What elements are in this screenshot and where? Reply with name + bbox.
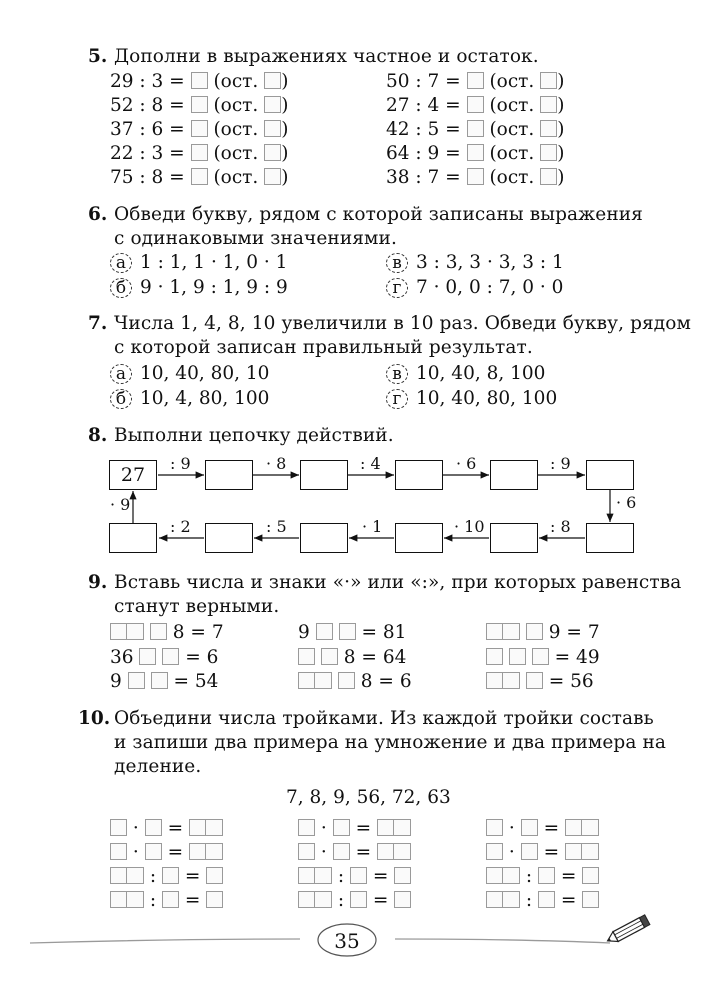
answer-box[interactable] — [206, 843, 223, 860]
expression-text: 27 : 4 = — [386, 95, 461, 116]
answer-box[interactable] — [151, 672, 168, 689]
answer-box[interactable] — [110, 891, 127, 908]
multiplication-example — [110, 818, 223, 839]
eq-text: 9 = 7 — [548, 622, 600, 643]
equals-sign: = — [167, 842, 184, 863]
answer-box[interactable] — [315, 867, 332, 884]
chain-op: : 2 — [170, 517, 191, 536]
answer-box[interactable] — [486, 648, 503, 665]
chain-box[interactable] — [300, 523, 348, 553]
chain-box[interactable] — [395, 460, 443, 490]
chain-op: : 5 — [266, 517, 287, 536]
answer-box[interactable] — [128, 672, 145, 689]
task-6-option-a[interactable] — [110, 252, 287, 273]
equals-sign: = — [543, 842, 560, 863]
chain-box[interactable] — [395, 523, 443, 553]
option-text: 7 · 0, 0 : 7, 0 · 0 — [416, 277, 564, 298]
equals-sign: = — [372, 890, 389, 911]
answer-box[interactable] — [521, 819, 538, 836]
task-6-text — [114, 203, 643, 251]
answer-box[interactable] — [298, 672, 315, 689]
division-example — [110, 866, 223, 887]
chain-start-box: 27 — [109, 460, 157, 490]
task-9-eq — [298, 622, 406, 643]
task-7-number: 7. — [88, 313, 108, 334]
expression-text: 29 : 3 = — [110, 71, 185, 92]
expression-text: 37 : 6 = — [110, 119, 185, 140]
answer-box[interactable] — [565, 819, 582, 836]
operator-sign: : — [525, 866, 533, 887]
answer-box[interactable] — [189, 819, 206, 836]
task-5-expression — [386, 143, 564, 164]
answer-box[interactable] — [486, 672, 503, 689]
task-6-line1: Обведи букву, рядом с которой записаны выражения — [114, 204, 643, 225]
task-10 — [78, 707, 708, 781]
option-letter-a[interactable]: а — [110, 364, 132, 384]
answer-box[interactable] — [298, 843, 315, 860]
answer-box[interactable] — [582, 891, 599, 908]
expression-text: 52 : 8 = — [110, 95, 185, 116]
remainder-close: ) — [281, 167, 289, 188]
task-5-expression — [386, 119, 564, 140]
eq-text: 8 = 64 — [343, 647, 407, 668]
answer-box[interactable] — [532, 648, 549, 665]
task-9-eq — [486, 647, 600, 668]
expression-text: 38 : 7 = — [386, 167, 461, 188]
task-6-option-g[interactable] — [386, 277, 563, 298]
operator-sign: · — [320, 818, 327, 839]
task-7-line1: Числа 1, 4, 8, 10 увеличили в 10 раз. Обведи букву, рядом — [114, 313, 692, 334]
answer-box[interactable] — [110, 843, 127, 860]
remainder-close: ) — [557, 71, 565, 92]
eq-text: = 49 — [554, 647, 600, 668]
answer-box[interactable] — [298, 648, 315, 665]
equals-sign: = — [543, 818, 560, 839]
answer-box[interactable] — [333, 819, 350, 836]
task-10-line3: деление. — [114, 756, 202, 777]
answer-box[interactable] — [350, 867, 367, 884]
operator-sign: · — [508, 818, 515, 839]
answer-box[interactable] — [521, 843, 538, 860]
task-5-expression — [386, 71, 564, 92]
task-5-expression — [110, 167, 288, 188]
answer-box[interactable] — [127, 867, 144, 884]
operator-sign: · — [320, 842, 327, 863]
operator-sign: : — [525, 890, 533, 911]
eq-text: = 56 — [548, 671, 594, 692]
task-5-expression — [110, 119, 288, 140]
answer-box[interactable] — [394, 867, 411, 884]
task-5-expression — [110, 71, 288, 92]
chain-op: · 8 — [266, 454, 287, 473]
answer-box[interactable] — [582, 819, 599, 836]
chain-box[interactable] — [300, 460, 348, 490]
remainder-box[interactable] — [264, 72, 281, 89]
remainder-box[interactable] — [264, 120, 281, 137]
remainder-box[interactable] — [264, 96, 281, 113]
chain-box[interactable] — [109, 523, 157, 553]
task-6-line2: с одинаковыми значениями. — [114, 228, 397, 249]
equals-sign: = — [184, 866, 201, 887]
eq-text: 9 — [110, 671, 122, 692]
expression-text: 50 : 7 = — [386, 71, 461, 92]
answer-box[interactable] — [315, 672, 332, 689]
answer-box[interactable] — [298, 867, 315, 884]
task-9-eq — [298, 647, 406, 668]
task-7-option-a[interactable] — [110, 363, 269, 384]
task-9-eq — [110, 647, 218, 668]
task-9-eq — [298, 671, 412, 692]
multiplication-example — [486, 842, 599, 863]
eq-text: 8 = 7 — [172, 622, 224, 643]
remainder-label: (ост. — [489, 167, 535, 188]
task-8-number: 8. — [88, 425, 108, 446]
equals-sign: = — [167, 818, 184, 839]
pencil-icon — [604, 912, 654, 948]
remainder-close: ) — [557, 143, 565, 164]
task-8-title: Выполни цепочку действий. — [114, 425, 394, 446]
answer-box[interactable] — [162, 891, 179, 908]
operator-sign: · — [132, 842, 139, 863]
quotient-box[interactable] — [191, 72, 208, 89]
answer-box[interactable] — [206, 891, 223, 908]
task-6-number: 6. — [88, 204, 108, 225]
remainder-label: (ост. — [213, 143, 259, 164]
page-number: 35 — [334, 929, 360, 953]
task-7-text — [114, 312, 691, 360]
eq-text: = 6 — [185, 647, 219, 668]
task-7-option-g[interactable] — [386, 388, 557, 409]
equals-sign: = — [184, 890, 201, 911]
expression-text: 64 : 9 = — [386, 143, 461, 164]
remainder-label: (ост. — [489, 119, 535, 140]
task-9-number: 9. — [88, 572, 108, 593]
task-7-option-b[interactable] — [110, 388, 269, 409]
multiplication-example — [298, 818, 411, 839]
answer-box[interactable] — [582, 843, 599, 860]
option-letter-v[interactable]: в — [386, 253, 408, 273]
option-letter-v[interactable]: в — [386, 364, 408, 384]
task-9-line1: Вставь числа и знаки «·» или «:», при которых равенства — [114, 572, 682, 593]
chain-op: · 10 — [454, 517, 485, 536]
answer-box[interactable] — [394, 891, 411, 908]
expression-text: 42 : 5 = — [386, 119, 461, 140]
division-example — [298, 890, 411, 911]
task-6 — [88, 203, 688, 253]
quotient-box[interactable] — [191, 144, 208, 161]
remainder-box[interactable] — [540, 72, 557, 89]
answer-box[interactable] — [110, 867, 127, 884]
equals-sign: = — [372, 866, 389, 887]
remainder-close: ) — [281, 95, 289, 116]
answer-box[interactable] — [338, 672, 355, 689]
answer-box[interactable] — [316, 623, 333, 640]
operator-sign: : — [337, 890, 345, 911]
expression-text: 22 : 3 = — [110, 143, 185, 164]
equals-sign: = — [560, 866, 577, 887]
division-example — [110, 890, 223, 911]
task-5-expression — [386, 95, 564, 116]
operator-sign: : — [337, 866, 345, 887]
answer-box[interactable] — [139, 648, 156, 665]
eq-text: 36 — [110, 647, 134, 668]
equals-sign: = — [355, 818, 372, 839]
answer-box[interactable] — [486, 623, 503, 640]
task-10-line1: Объедини числа тройками. Из каждой тройки составь — [114, 708, 654, 729]
remainder-close: ) — [557, 119, 565, 140]
option-text: 3 : 3, 3 · 3, 3 : 1 — [416, 252, 564, 273]
task-9-eq — [486, 622, 600, 643]
quotient-box[interactable] — [467, 72, 484, 89]
answer-box[interactable] — [538, 867, 555, 884]
remainder-label: (ост. — [489, 71, 535, 92]
answer-box[interactable] — [321, 648, 338, 665]
operator-sign: : — [149, 890, 157, 911]
task-5 — [88, 45, 688, 69]
option-text: 1 : 1, 1 · 1, 0 · 1 — [140, 252, 288, 273]
option-letter-g[interactable]: г — [386, 389, 408, 409]
remainder-label: (ост. — [213, 95, 259, 116]
task-6-option-v[interactable] — [386, 252, 564, 273]
answer-box[interactable] — [162, 648, 179, 665]
remainder-box[interactable] — [540, 120, 557, 137]
remainder-label: (ост. — [489, 95, 535, 116]
chain-op: · 9 — [110, 495, 131, 514]
eq-text: 9 — [298, 622, 310, 643]
option-text: 9 · 1, 9 : 1, 9 : 9 — [140, 277, 288, 298]
answer-box[interactable] — [486, 843, 503, 860]
chain-box[interactable] — [490, 523, 538, 553]
task-10-number: 10. — [78, 708, 111, 729]
chain-op: · 1 — [362, 517, 383, 536]
chain-box[interactable] — [205, 523, 253, 553]
remainder-box[interactable] — [540, 96, 557, 113]
division-example — [486, 890, 599, 911]
option-text: 10, 40, 8, 100 — [416, 363, 546, 384]
answer-box[interactable] — [503, 891, 520, 908]
task-6-option-b[interactable] — [110, 277, 288, 298]
remainder-box[interactable] — [540, 168, 557, 185]
operator-sign: · — [132, 818, 139, 839]
remainder-close: ) — [557, 95, 565, 116]
remainder-box[interactable] — [264, 168, 281, 185]
answer-box[interactable] — [486, 819, 503, 836]
answer-box[interactable] — [145, 819, 162, 836]
task-10-numbers: 7, 8, 9, 56, 72, 63 — [286, 787, 451, 808]
expression-text: 75 : 8 = — [110, 167, 185, 188]
chain-op: : 9 — [170, 454, 191, 473]
division-example — [486, 866, 599, 887]
eq-text: 8 = 6 — [360, 671, 412, 692]
task-5-expression — [110, 143, 288, 164]
answer-box[interactable] — [377, 843, 394, 860]
answer-box[interactable] — [127, 891, 144, 908]
answer-box[interactable] — [339, 623, 356, 640]
answer-box[interactable] — [315, 891, 332, 908]
task-7-line2: с которой записан правильный результат. — [114, 337, 533, 358]
option-text: 10, 40, 80, 100 — [416, 388, 558, 409]
operator-sign: : — [149, 866, 157, 887]
task-10-text — [114, 707, 666, 779]
answer-box[interactable] — [526, 623, 543, 640]
division-example — [298, 866, 411, 887]
task-8 — [88, 424, 688, 448]
task-9-text — [114, 571, 681, 619]
chain-box[interactable] — [490, 460, 538, 490]
answer-box[interactable] — [333, 843, 350, 860]
task-5-expression — [110, 95, 288, 116]
answer-box[interactable] — [298, 891, 315, 908]
answer-box[interactable] — [189, 843, 206, 860]
quotient-box[interactable] — [467, 120, 484, 137]
answer-box[interactable] — [377, 819, 394, 836]
task-9 — [88, 571, 708, 621]
chain-op: : 8 — [550, 517, 571, 536]
remainder-box[interactable] — [264, 144, 281, 161]
task-9-eq — [110, 622, 224, 643]
answer-box[interactable] — [206, 867, 223, 884]
chain-op: · 6 — [616, 493, 637, 512]
eq-text: = 81 — [361, 622, 407, 643]
answer-box[interactable] — [509, 648, 526, 665]
multiplication-example — [110, 842, 223, 863]
answer-box[interactable] — [145, 843, 162, 860]
remainder-label: (ост. — [489, 143, 535, 164]
answer-box[interactable] — [526, 672, 543, 689]
multiplication-example — [298, 842, 411, 863]
operator-sign: · — [508, 842, 515, 863]
quotient-box[interactable] — [467, 144, 484, 161]
answer-box[interactable] — [503, 623, 520, 640]
chain-box[interactable] — [205, 460, 253, 490]
answer-box[interactable] — [150, 623, 167, 640]
answer-box[interactable] — [394, 819, 411, 836]
answer-box[interactable] — [110, 819, 127, 836]
remainder-box[interactable] — [540, 144, 557, 161]
multiplication-example — [486, 818, 599, 839]
task-9-line2: станут верными. — [114, 596, 280, 617]
task-5-number: 5. — [88, 46, 108, 67]
chain-op: : 9 — [550, 454, 571, 473]
option-text: 10, 4, 80, 100 — [140, 388, 270, 409]
answer-box[interactable] — [503, 867, 520, 884]
answer-box[interactable] — [162, 867, 179, 884]
chain-op: · 6 — [456, 454, 477, 473]
remainder-close: ) — [281, 119, 289, 140]
task-10-line2: и запиши два примера на умножение и два примера на — [114, 732, 667, 753]
answer-box[interactable] — [127, 623, 144, 640]
answer-box[interactable] — [298, 819, 315, 836]
eq-text: = 54 — [173, 671, 219, 692]
answer-box[interactable] — [350, 891, 367, 908]
answer-box[interactable] — [582, 867, 599, 884]
answer-box[interactable] — [394, 843, 411, 860]
remainder-close: ) — [557, 167, 565, 188]
option-letter-a[interactable]: а — [110, 253, 132, 273]
answer-box[interactable] — [565, 843, 582, 860]
task-5-title: Дополни в выражениях частное и остаток. — [114, 46, 539, 67]
task-9-eq — [110, 671, 218, 692]
remainder-close: ) — [281, 71, 289, 92]
option-letter-b[interactable]: б — [110, 389, 132, 409]
remainder-label: (ост. — [213, 167, 259, 188]
task-9-eq — [486, 671, 594, 692]
answer-box[interactable] — [486, 891, 503, 908]
quotient-box[interactable] — [191, 168, 208, 185]
quotient-box[interactable] — [191, 120, 208, 137]
option-letter-b[interactable]: б — [110, 278, 132, 298]
option-letter-g[interactable]: г — [386, 278, 408, 298]
answer-box[interactable] — [110, 623, 127, 640]
option-text: 10, 40, 80, 10 — [140, 363, 270, 384]
quotient-box[interactable] — [191, 96, 208, 113]
chain-box[interactable] — [586, 523, 634, 553]
answer-box[interactable] — [206, 819, 223, 836]
remainder-close: ) — [281, 143, 289, 164]
answer-box[interactable] — [538, 891, 555, 908]
remainder-label: (ост. — [213, 119, 259, 140]
equals-sign: = — [560, 890, 577, 911]
task-7 — [88, 312, 708, 362]
remainder-label: (ост. — [213, 71, 259, 92]
answer-box[interactable] — [486, 867, 503, 884]
equals-sign: = — [355, 842, 372, 863]
task-5-expression — [386, 167, 564, 188]
quotient-box[interactable] — [467, 96, 484, 113]
task-7-option-v[interactable] — [386, 363, 545, 384]
quotient-box[interactable] — [467, 168, 484, 185]
answer-box[interactable] — [503, 672, 520, 689]
chain-box[interactable] — [586, 460, 634, 490]
chain-op: : 4 — [360, 454, 381, 473]
